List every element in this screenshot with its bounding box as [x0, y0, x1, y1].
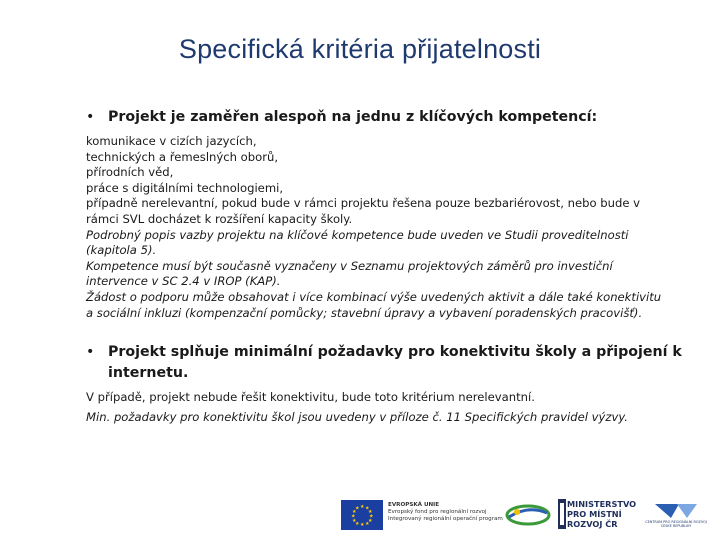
eu-stars-icon	[341, 500, 383, 530]
italic-line: Kompetence musí být současně vyznačeny v Seznamu projektových záměrů pro investiční	[86, 258, 613, 273]
text-line: technických a řemeslných oborů,	[86, 149, 278, 164]
italic-line: Min. požadavky pro konektivitu škol jsou uvedeny v příloze č. 11 Specifických pravidel výzvy.	[86, 409, 628, 424]
content	[86, 107, 686, 425]
footer-logos	[0, 490, 720, 540]
ministry-text: MINISTERSTVO PRO MÍSTNÍ ROZVOJ ČR	[567, 499, 637, 529]
ministry-logo-icon	[557, 498, 567, 530]
eu-flag-icon	[341, 500, 383, 530]
italic-line: a sociální inkluzi (kompenzační pomůcky; stavební úpravy a vybavení poradenských pracovišť).	[86, 305, 643, 320]
heading-text: Projekt splňuje minimální požadavky pro konektivitu školy a připojení k	[108, 344, 682, 361]
text-line: práce s digitálními technologiemi,	[86, 180, 284, 195]
heading-text: internetu.	[108, 365, 189, 382]
svg-text:★: ★	[360, 504, 365, 510]
text-line: přírodních věd,	[86, 165, 174, 180]
text-line: komunikace v cizích jazycích,	[86, 134, 257, 148]
svg-text:★: ★	[369, 513, 374, 520]
bullet-heading-2	[86, 342, 686, 384]
page-title: Specifická kritéria přijatelnosti	[178, 34, 542, 64]
svg-text:★: ★	[352, 509, 357, 515]
svg-text:★: ★	[352, 518, 357, 524]
italic-line: intervence v SC 2.4 v IROP (KAP).	[86, 274, 281, 289]
text-line: případně nerelevantní, pokud bude v rámci projektu řešena pouze bezbariérovost, nebo bude v	[86, 196, 641, 211]
crr-text: CENTRUM PRO REGIONÁLNÍ ROZVOJ ČESKÉ REPUBLIKY	[645, 520, 707, 528]
bullet-heading-1	[86, 107, 686, 128]
italic-line: Podrobný popis vazby projektu na klíčové kompetence bude uveden ve Studii proveditelnosti	[86, 227, 629, 242]
svg-text:★: ★	[368, 518, 373, 524]
svg-text:★: ★	[368, 509, 373, 515]
svg-text:★: ★	[351, 513, 356, 520]
italic-line: Žádost o podporu může obsahovat i více kombinací výše uvedených aktivit a dále také konektivitu	[86, 289, 662, 304]
heading-text: Projekt je zaměřen alespoň na jednu z klíčových kompetencí:	[108, 109, 598, 125]
eu-text: EVROPSKÁ UNIE Evropský fond pro regionální rozvoj Integrovaný regionální operační program	[388, 502, 503, 522]
svg-text:★: ★	[355, 505, 360, 512]
bullet-icon: •	[86, 344, 95, 361]
text-line: V případě, projekt nebude řešit konektivitu, bude toto kritérium nerelevantní.	[86, 390, 535, 405]
irop-logo-icon	[505, 503, 551, 527]
bullet-icon: •	[86, 109, 95, 125]
svg-text:★: ★	[365, 505, 370, 512]
italic-line: (kapitola 5).	[86, 243, 157, 258]
svg-text:★: ★	[355, 521, 360, 527]
svg-text:★: ★	[360, 522, 365, 528]
text-line: rámci SVL docházet k rozšíření kapacity školy.	[86, 211, 353, 226]
svg-text:★: ★	[365, 521, 370, 527]
